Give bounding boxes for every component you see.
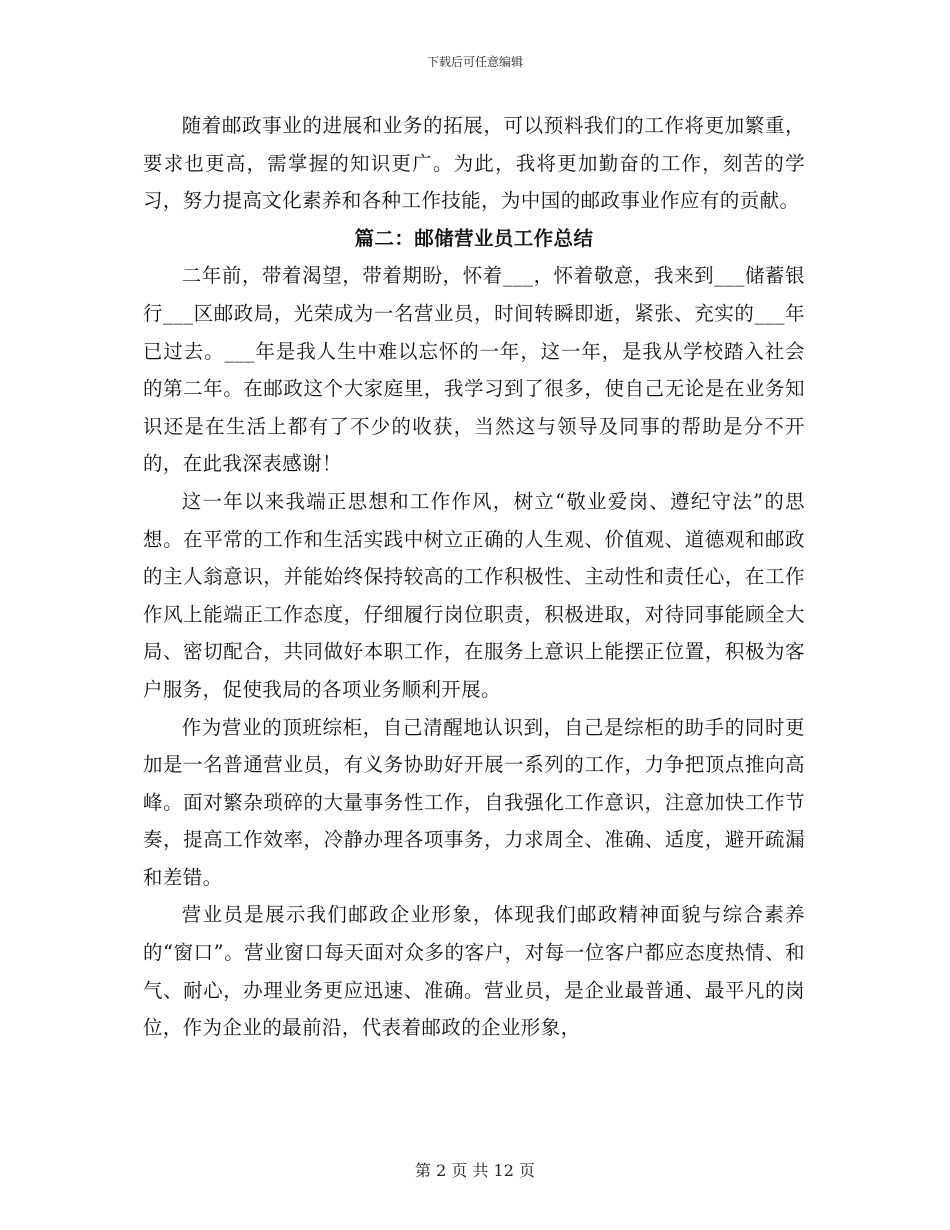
paragraph-intro: 随着邮政事业的进展和业务的拓展，可以预料我们的工作将更加繁重，要求也更高，需掌握的知识更广。为此，我将更加勤奋的工作，刻苦的学习，努力提高文化素养和各种工作技能，为中国的邮政事业作应有的贡献。 xyxy=(143,114,805,213)
paragraph: 二年前，带着渴望，带着期盼，怀着___，怀着敬意，我来到___储蓄银行___区邮政局，光荣成为一名营业员，时间转瞬即逝，紧张、充实的___年已过去。___年是我人生中难以忘怀的一年，这一年，是我从学校踏入社会的第二年。在邮政这个大家庭里，我学习到了很多，使自己无论是在业务知识还是在生活上都有了不少的收获，当然这与领导及同事的帮助是分不开的，在此我深表感谢！ xyxy=(143,264,805,476)
paragraph: 作为营业的顶班综柜，自己清醒地认识到，自己是综柜的助手的同时更加是一名普通营业员，有义务协助好开展一系列的工作，力争把顶点推向高峰。面对繁杂琐碎的大量事务性工作，自我强化工作意识，注意加快工作节奏，提高工作效率，冷静办理各项事务，力求周全、准确、适度，避开疏漏和差错。 xyxy=(143,715,805,889)
section-title: 篇二：邮储营业员工作总结 xyxy=(354,226,594,250)
document-body xyxy=(143,107,805,1047)
page-number: 第 2 页 共 12 页 xyxy=(415,1161,535,1180)
paragraph: 营业员是展示我们邮政企业形象，体现我们邮政精神面貌与综合素养的“窗口”。营业窗口每天面对众多的客户，对每一位客户都应态度热情、和气、耐心，办理业务更应迅速、准确。营业员，是企业最普通、最平凡的岗位，作为企业的最前沿，代表着邮政的企业形象， xyxy=(143,903,805,1040)
paragraph: 这一年以来我端正思想和工作作风，树立“敬业爱岗、遵纪守法”的思想。在平常的工作和生活实践中树立正确的人生观、价值观、道德观和邮政的主人翁意识，并能始终保持较高的工作积极性、主动性和责任心，在工作作风上能端正工作态度，仔细履行岗位职责，积极进取，对待同事能顾全大局、密切配合，共同做好本职工作，在服务上意识上能摆正位置，积极为客户服务，促使我局的各项业务顺利开展。 xyxy=(143,489,805,701)
page-header-note: 下载后可任意编辑 xyxy=(426,55,523,69)
